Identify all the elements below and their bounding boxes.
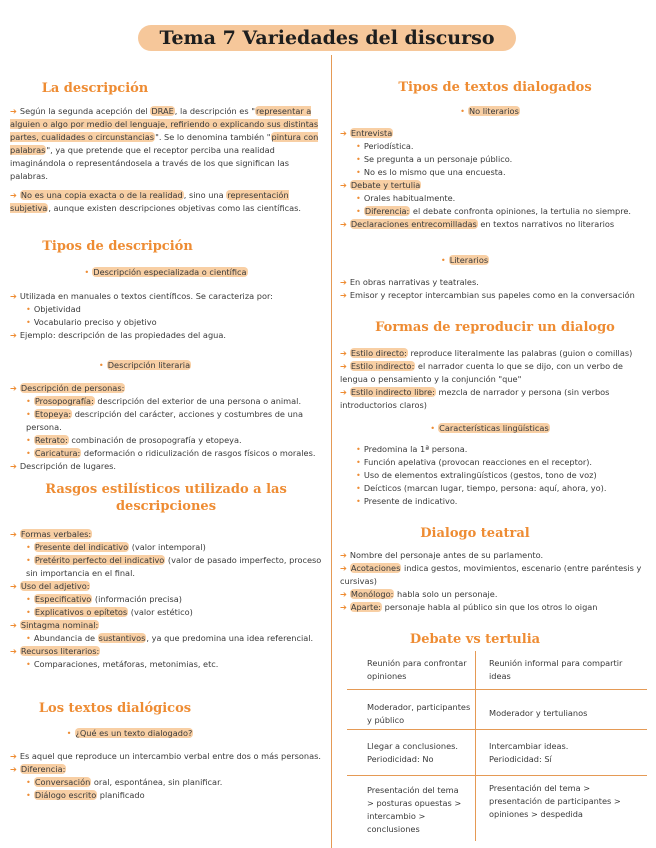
table-cell: Reunión para confrontar opiniones bbox=[367, 658, 467, 681]
arrow-icon: ➔ bbox=[10, 190, 17, 200]
rasgos-list: ➔ Formas verbales: • Presente del indicativo (valor intemporal) • Pretérito perfecto del indicativo (valor de pasado imperfecto, proceso sin importancia en el final. ➔ Uso del adjetivo: • Especificativo (información precisa) • Explicativos o epítetos (valor estético) ➔ Sintagma nominal: • Abundancia de sustantivos, ya que predomina una idea referencial. ➔ Recursos literarios: • Comparaciones, metáforas, metonimias, etc. bbox=[10, 529, 322, 669]
sub-literaria: • Descripción literaria bbox=[98, 360, 191, 370]
heading-descripcion: La descripción bbox=[41, 81, 149, 96]
table-cell: Presentación del tema > presentación de participantes > opiniones > despedida bbox=[489, 783, 621, 819]
heading-teatral: Dialogo teatral bbox=[420, 526, 530, 541]
no-literarios-list: ➔ Entrevista • Periodística. • Se pregunta a un personaje público. • No es lo mismo que una encuesta. ➔ Debate y tertulia • Orales habitualmente. • Diferencia: el debate confronta opiniones, la tertulia no siempre. ➔ Declaraciones entrecomilladas en textos narrativos no literarios bbox=[340, 128, 632, 229]
caracteristicas-list: • Predomina la 1ª persona. • Función apelativa (provocan reacciones en el receptor). • Uso de elementos extralingüísticos (gestos, tono de voz) • Deícticos (marcan lugar, tiempo, persona: aquí, ahora, yo). • Presente de indicativo. bbox=[356, 444, 607, 506]
debate-table bbox=[347, 651, 647, 841]
page-title: Tema 7 Variedades del discurso bbox=[159, 27, 495, 49]
arrow-icon: ➔ bbox=[10, 106, 17, 116]
literaria-list: ➔ Descripción de personas: • Prosopografía: descripción del exterior de una persona o animal. • Etopeya: descripción del carácter, acciones y costumbres de una persona. • Retrato: combinación de prosopografía y etopeya. • Caricatura: deformación o ridiculización de rasgos físicos o morales. ➔ Descripción de lugares. bbox=[10, 383, 316, 471]
heading-debate: Debate vs tertulia bbox=[409, 632, 541, 647]
table-cell: Presentación del tema > posturas opuestas > intercambio > conclusiones bbox=[367, 785, 462, 834]
dialogicos-list: ➔ Es aquel que reproduce un intercambio verbal entre dos o más personas. ➔ Diferencia: • Conversación oral, espontánea, sin planificar. • Diálogo escrito planificado bbox=[10, 751, 321, 800]
sub-no-literarios: • No literarios bbox=[460, 106, 519, 116]
formas-list: ➔ Estilo directo: reproduce literalmente las palabras (guion o comillas) ➔ Estilo indirecto: el narrador cuenta lo que se dijo, con un verbo de lengua o pensamiento y la conjunción "que" ➔ Estilo indirecto libre: mezcla de narrador y persona (sin verbos introductorios claros) bbox=[340, 348, 633, 410]
table-cell: Llegar a conclusiones. Periodicidad: No bbox=[367, 741, 458, 764]
heading-formas: Formas de reproducir un dialogo bbox=[375, 320, 615, 335]
heading-dialogicos: Los textos dialógicos bbox=[38, 701, 192, 716]
teatral-list: ➔ Nombre del personaje antes de su parlamento. ➔ Acotaciones indica gestos, movimientos, escenario (entre paréntesis y cursivas) ➔ Monólogo: habla solo un personaje. ➔ Aparte: personaje habla al público sin que los otros lo oigan bbox=[340, 550, 642, 612]
tipos-list: ➔ Utilizada en manuales o textos científicos. Se caracteriza por: • Objetividad • Vocabulario preciso y objetivo ➔ Ejemplo: descripción de las propiedades del agua. bbox=[10, 291, 273, 340]
heading-tipos-descripcion: Tipos de descripción bbox=[42, 239, 193, 254]
title-banner bbox=[138, 25, 516, 51]
sub-caracteristicas: • Características lingüísticas bbox=[430, 423, 549, 433]
table-cell: Intercambiar ideas. Periodicidad: Sí bbox=[489, 741, 569, 764]
column-divider bbox=[331, 55, 332, 848]
heading-tipos-dialogados: Tipos de textos dialogados bbox=[398, 80, 592, 95]
sub-que-es: • ¿Qué es un texto dialogado? bbox=[66, 728, 193, 738]
sub-especializada: • Descripción especializada o científica bbox=[84, 267, 247, 277]
table-cell: Reunión informal para compartir ideas bbox=[489, 658, 623, 681]
sub-literarios: • Literarios bbox=[440, 255, 489, 265]
descripcion-p1: ➔ Según la segunda acepción del DRAE, la descripción es "representar a alguien o algo por medio del lenguaje, refiriendo o explicando sus distintas partes, cualidades o circunstancias". Se lo denomina también "pintura con palabras", ya que pretende que el receptor perciba una realidad imaginándola o representándosela a través de los que significan las palabras. bbox=[10, 106, 319, 181]
descripcion-p2: ➔ No es una copia exacta o de la realidad, sino una representación subjetiva, aunque existen descripciones objetivas como las científicas. bbox=[10, 190, 302, 213]
literarios-list: ➔ En obras narrativas y teatrales. ➔ Emisor y receptor intercambian sus papeles como en la conversación bbox=[340, 277, 635, 300]
table-cell: Moderador, participantes y público bbox=[367, 702, 471, 725]
table-cell: Moderador y tertulianos bbox=[489, 708, 588, 718]
heading-rasgos: Rasgos estilísticos utilizado a las descripciones bbox=[45, 482, 287, 514]
